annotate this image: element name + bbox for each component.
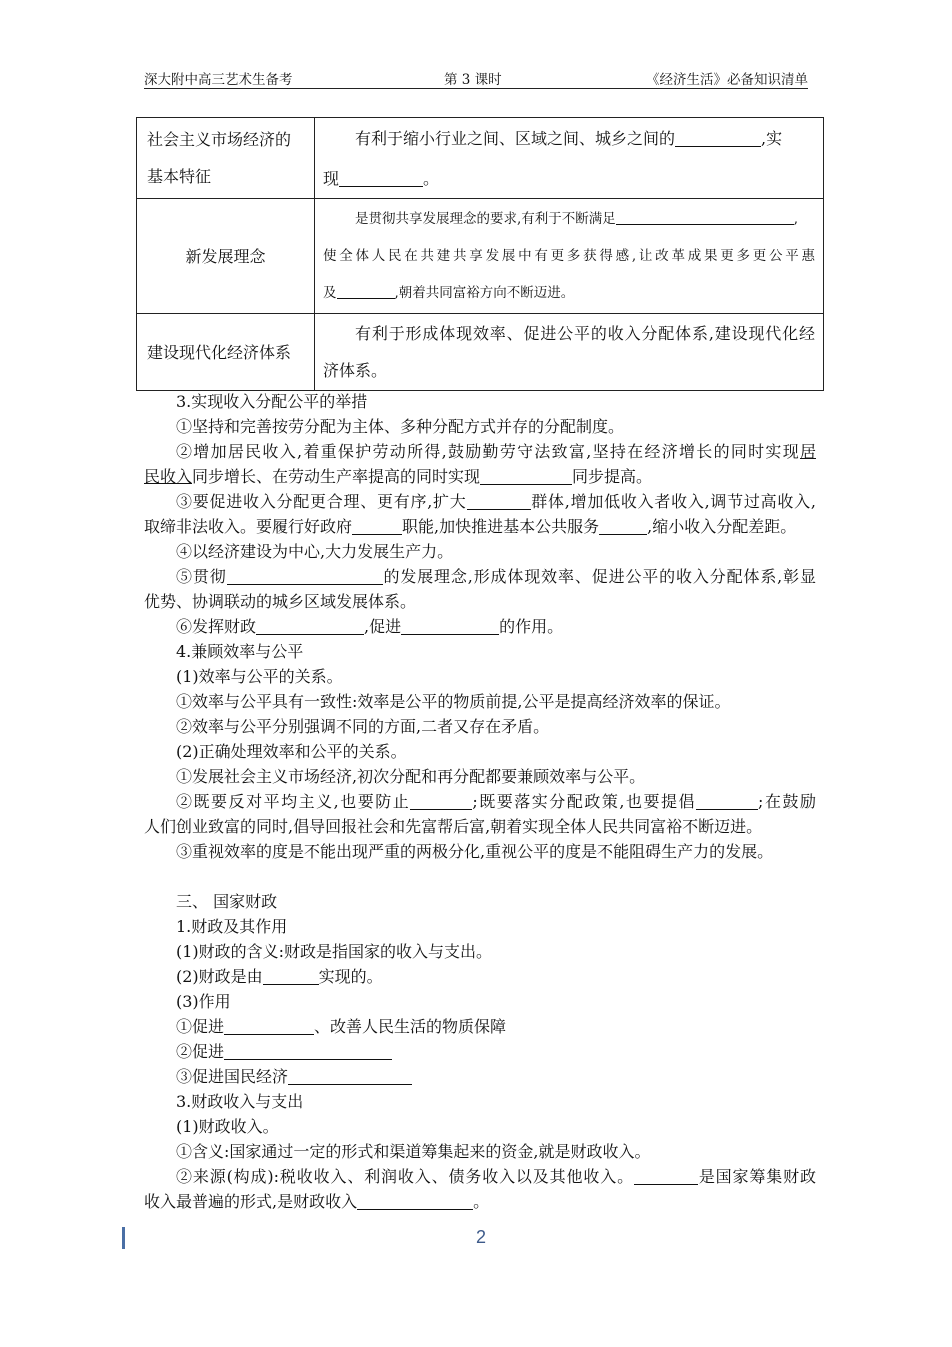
blank xyxy=(467,492,531,511)
table-value: 是贯彻共享发展理念的要求,有利于不断满足 , xyxy=(355,210,799,227)
page-number: 2 xyxy=(476,1227,487,1247)
list-item: ①促进 、改善人民生活的物质保障 xyxy=(176,1017,507,1036)
blank xyxy=(401,617,499,636)
blank xyxy=(410,792,472,811)
list-item: ⑥发挥财政 ,促进 的作用。 xyxy=(176,617,564,636)
table-value: 使全体人民在共建共享发展中有更多获得感,让改革成果更多更公平惠 xyxy=(323,247,815,264)
document-body xyxy=(144,389,816,1214)
table-value-cell xyxy=(315,199,824,314)
table-key: 社会主义市场经济的 基本特征 xyxy=(147,130,292,186)
page-footer xyxy=(0,1225,952,1255)
list-item: ①含义:国家通过一定的形式和渠道筹集起来的资金,就是财政收入。 xyxy=(176,1142,651,1161)
table-value: 有利于缩小行业之间、区域之间、城乡之间的 ,实 xyxy=(355,129,783,148)
table-value-cell xyxy=(315,118,824,199)
blank xyxy=(263,967,319,986)
subsection-title: (1)财政收入。 xyxy=(176,1117,279,1136)
list-item: ②增加居民收入,着重保护劳动所得,鼓励勤劳守法致富,坚持在经济增长的同时实现居 xyxy=(176,442,816,461)
list-item: ①效率与公平具有一致性:效率是公平的物质前提,公平是提高经济效率的保证。 xyxy=(176,692,731,711)
table-key: 建设现代化经济体系 xyxy=(147,342,292,362)
subsection-title: (2)正确处理效率和公平的关系。 xyxy=(176,742,407,761)
table-key-cell xyxy=(137,118,315,199)
blank xyxy=(675,129,761,148)
blank xyxy=(256,617,364,636)
list-item: 取缔非法收入。要履行好政府 职能,加快推进基本公共服务 ,缩小收入分配差距。 xyxy=(144,517,797,536)
list-item: 民收入同步增长、在劳动生产率提高的同时实现 同步提高。 xyxy=(144,467,653,486)
footer-accent-bar xyxy=(122,1227,125,1249)
page-header xyxy=(144,62,808,89)
blank xyxy=(634,1167,698,1186)
section-title: 4.兼顾效率与公平 xyxy=(176,642,304,661)
list-item: ②来源(构成):税收收入、利润收入、债务收入以及其他收入。 是国家筹集财政 xyxy=(176,1167,816,1186)
list-item: 收入最普遍的形式,是财政收入 。 xyxy=(144,1192,490,1211)
list-item: ②促进 xyxy=(144,1039,816,1064)
list-item: ③重视效率的度是不能出现严重的两极分化,重视公平的度是不能阻碍生产力的发展。 xyxy=(176,842,774,861)
subsection-title: (1)效率与公平的关系。 xyxy=(176,667,343,686)
section-title: 1.财政及其作用 xyxy=(176,917,288,936)
list-item: ①坚持和完善按劳分配为主体、多种分配方式并存的分配制度。 xyxy=(176,417,625,436)
part-title: 三、 国家财政 xyxy=(176,892,278,911)
table-key-cell xyxy=(137,314,315,391)
table-value-cell xyxy=(315,314,824,391)
header-right: 《经济生活》必备知识清单 xyxy=(646,72,808,88)
list-item: ②效率与公平分别强调不同的方面,二者又存在矛盾。 xyxy=(176,717,550,736)
blank xyxy=(616,209,794,225)
blank xyxy=(227,567,383,586)
table-key-cell xyxy=(137,199,315,314)
header-center: 第 3 课时 xyxy=(444,72,502,88)
section-title: 3.财政收入与支出 xyxy=(176,1092,304,1111)
table-row xyxy=(137,199,824,314)
blank xyxy=(696,792,758,811)
list-item: (2)财政是由 实现的。 xyxy=(176,967,383,986)
blank xyxy=(224,1042,392,1061)
blank xyxy=(480,467,572,486)
list-item: 优势、协调联动的城乡区域发展体系。 xyxy=(144,592,417,611)
table-key: 新发展理念 xyxy=(185,246,266,266)
header-left: 深大附中高三艺术生备考 xyxy=(144,72,293,88)
blank xyxy=(352,517,402,536)
list-item: 人们创业致富的同时,倡导回报社会和先富帮后富,朝着实现全体人民共同富裕不断迈进。 xyxy=(144,817,763,836)
table-value: 济体系。 xyxy=(323,361,388,380)
table-value: 现 。 xyxy=(323,169,440,188)
list-item: ③促进国民经济 xyxy=(144,1064,816,1089)
list-item: ①发展社会主义市场经济,初次分配和再分配都要兼顾效率与公平。 xyxy=(176,767,646,786)
blank xyxy=(288,1067,412,1086)
blank xyxy=(337,283,395,299)
knowledge-table xyxy=(136,117,824,391)
list-item: (3)作用 xyxy=(176,992,231,1011)
list-item: (1)财政的含义:财政是指国家的收入与支出。 xyxy=(176,942,493,961)
blank xyxy=(224,1017,314,1036)
blank xyxy=(357,1192,473,1211)
table-row xyxy=(137,314,824,391)
list-item: ④以经济建设为中心,大力发展生产力。 xyxy=(176,542,454,561)
list-item: ②既要反对平均主义,也要防止 ;既要落实分配政策,也要提倡 ;在鼓励 xyxy=(176,792,816,811)
table-row xyxy=(137,118,824,199)
table-value: 有利于形成体现效率、促进公平的收入分配体系,建设现代化经 xyxy=(355,324,815,343)
list-item: ⑤贯彻 的发展理念,形成体现效率、促进公平的收入分配体系,彰显 xyxy=(176,567,816,586)
table-value: 及 ,朝着共同富裕方向不断迈进。 xyxy=(323,284,575,301)
blank xyxy=(339,169,423,188)
blank xyxy=(599,517,647,536)
section-title: 3.实现收入分配公平的举措 xyxy=(176,392,368,411)
list-item: ③要促进收入分配更合理、更有序,扩大 群体,增加低收入者收入,调节过高收入, xyxy=(176,492,816,511)
